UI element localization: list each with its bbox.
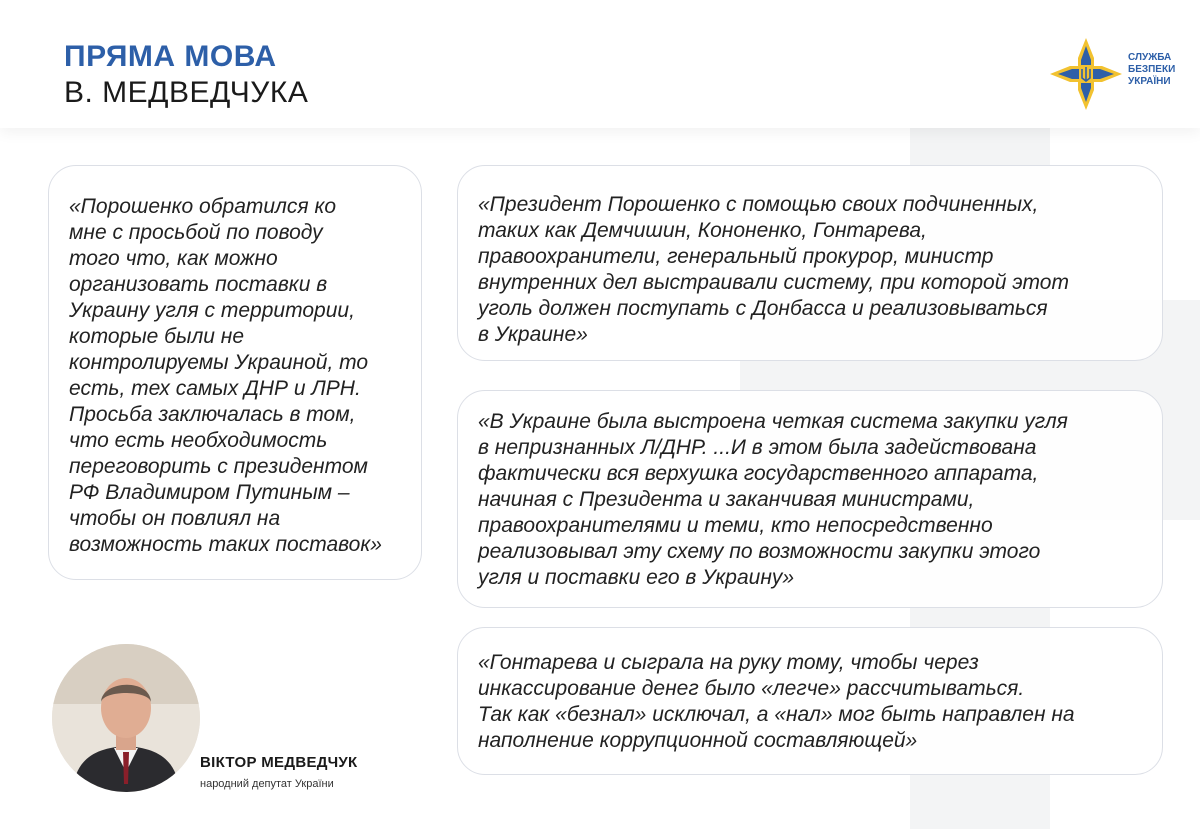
quote-card-left bbox=[48, 165, 422, 580]
quote-card-right-3 bbox=[457, 627, 1163, 775]
ssu-logo bbox=[1048, 36, 1178, 112]
quote-text: «Президент Порошенко с помощью своих подчиненных, таких как Демчишин, Кононенко, Гонтарева, правоохранители, генеральный прокурор, министр внутренних дел выстраивали систему, при которой этот уголь должен поступать с Донбасса и реализовываться в Украине» bbox=[478, 193, 1069, 346]
quote-text: «Гонтарева и сыграла на руку тому, чтобы через инкассирование денег было «легче» рассчитываться. Так как «безнал» исключал, а «нал» мог быть направлен на наполнение коррупционной составляющей» bbox=[478, 651, 1075, 752]
ssu-logo-text bbox=[1128, 52, 1175, 88]
person-role: народний депутат України bbox=[200, 778, 334, 790]
person-photo bbox=[52, 644, 200, 792]
person-name: ВІКТОР МЕДВЕДЧУК bbox=[200, 754, 358, 771]
page-title: ПРЯМА МОВА bbox=[64, 40, 277, 73]
header bbox=[0, 0, 1200, 128]
logo-line-1: СЛУЖБА bbox=[1128, 52, 1172, 63]
ssu-cross-emblem-icon bbox=[1048, 36, 1124, 112]
quote-card-right-1 bbox=[457, 165, 1163, 361]
quote-text: «Порошенко обратился ко мне с просьбой по поводу того что, как можно организовать поставки в Украину угля с территории, которые были не контролируемы Украиной, то есть, тех самых ДНР и ЛРН. Просьба заключалась в том, что есть необходимость переговорить с президентом РФ Владимиром Путиным – чтобы он повлиял на возможность таких поставок» bbox=[69, 195, 382, 556]
page-subtitle: В. МЕДВЕДЧУКА bbox=[64, 76, 309, 109]
quote-card-right-2 bbox=[457, 390, 1163, 608]
logo-line-2: БЕЗПЕКИ bbox=[1128, 64, 1176, 75]
person-portrait-icon bbox=[52, 644, 200, 792]
quote-text: «В Украине была выстроена четкая система закупки угля в непризнанных Л/ДНР. ...И в этом была задействована фактически вся верхушка государственного аппарата, начиная с Президента и заканчивая министрами, правоохранителями и теми, кто непосредственно реализовывал эту схему по возможности закупки этого угля и поставки его в Украину» bbox=[478, 410, 1068, 589]
logo-line-3: УКРАЇНИ bbox=[1128, 76, 1171, 87]
